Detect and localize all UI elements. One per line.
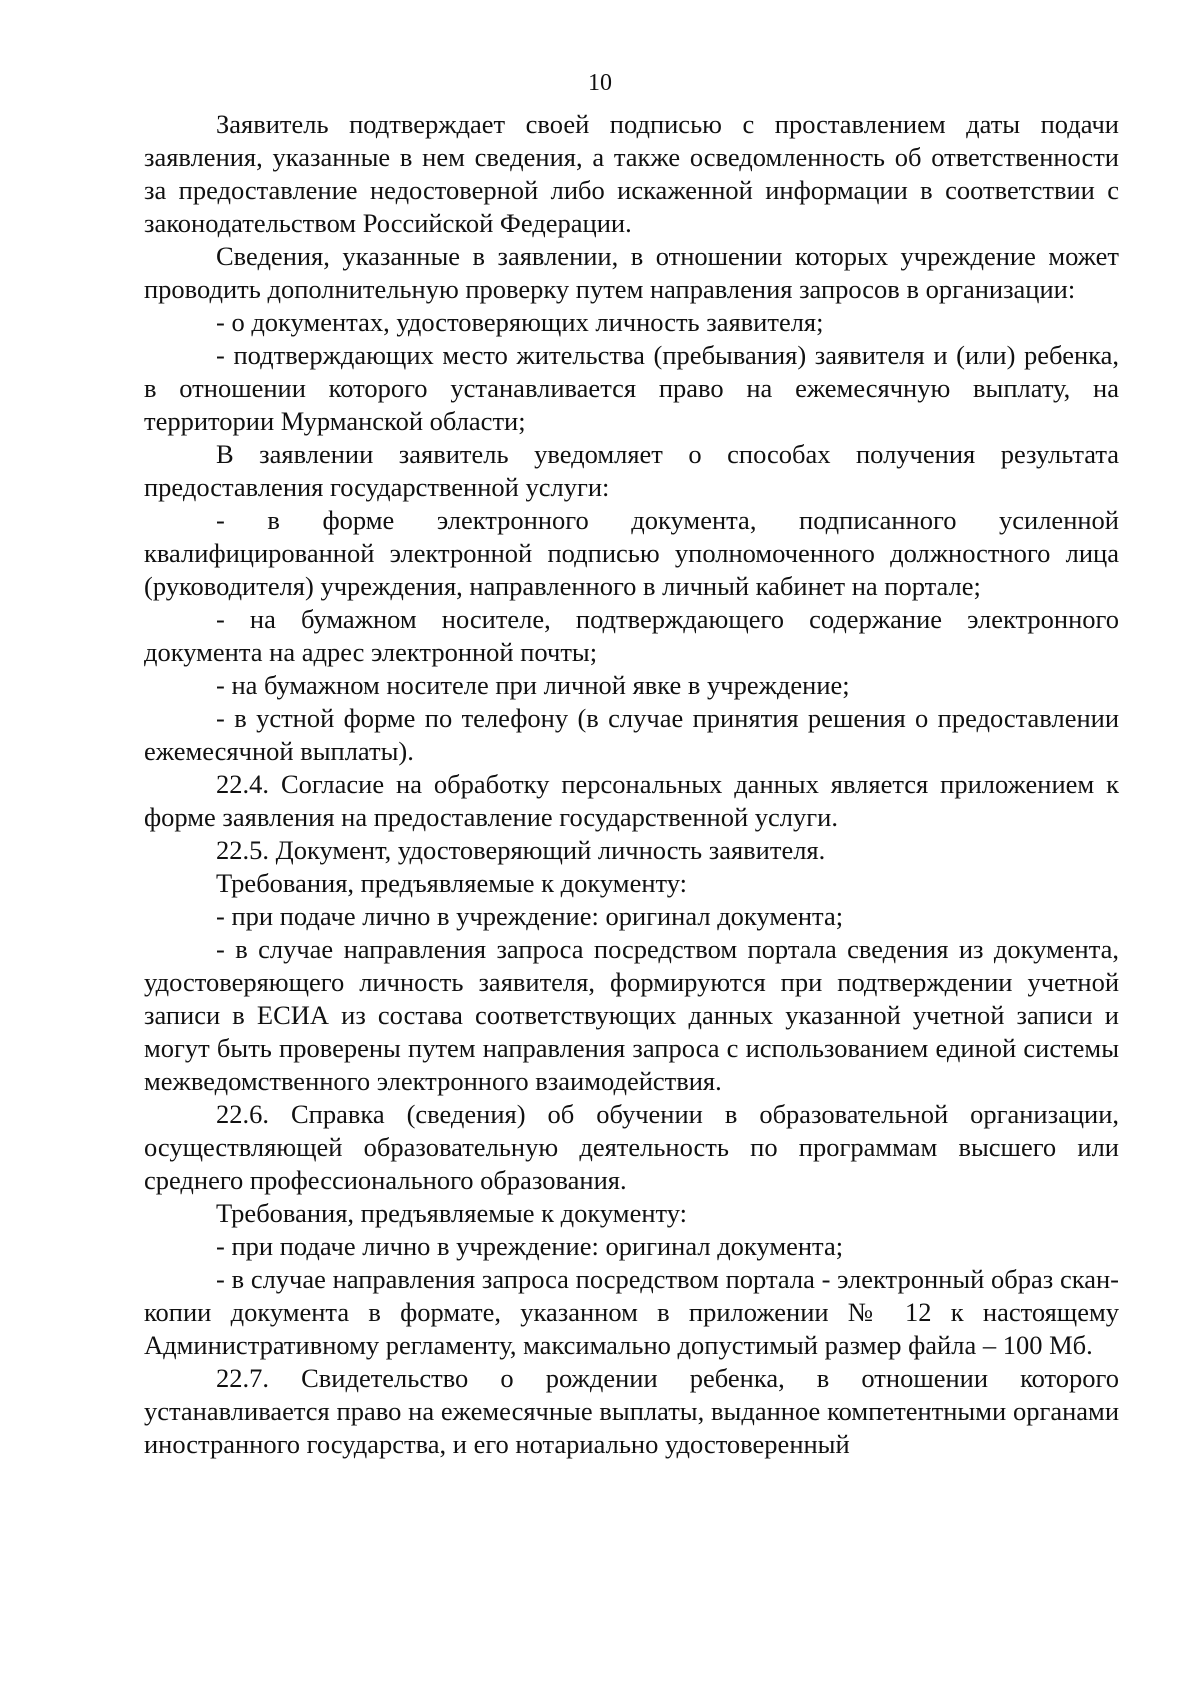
paragraph-applicant-confirmation: Заявитель подтверждает своей подписью с проставлением даты подачи заявления, указанные в нем сведения, а также осведомленность об ответственности за предоставление недостоверной либо искаженной информации в соответствии с законодательством Российской Федерации. bbox=[144, 109, 1119, 238]
list-item-portal-scan: - в случае направления запроса посредством портала - электронный образ скан-копии документа в формате, указанном в приложении № 12 к настоящему Административному регламенту, максимально допустимый размер файла – 100 Мб. bbox=[144, 1264, 1119, 1360]
page-number: 10 bbox=[588, 70, 612, 96]
section-22-5: 22.5. Документ, удостоверяющий личность заявителя. bbox=[216, 835, 826, 865]
section-22-7: 22.7. Свидетельство о рождении ребенка, в отношении которого устанавливается право на ежемесячные выплаты, выданное компетентными органами иностранного государства, и его нотариально удостоверенный bbox=[144, 1363, 1119, 1459]
list-item-portal-esia: - в случае направления запроса посредством портала сведения из документа, удостоверяющего личность заявителя, формируются при подтверждении учетной записи в ЕСИА из состава соответствующих данных указанной учетной записи и могут быть проверены путем направления запроса с использованием единой системы межведомственного электронного взаимодействия. bbox=[144, 934, 1119, 1096]
paragraph-verification-info: Сведения, указанные в заявлении, в отношении которых учреждение может проводить дополнительную проверку путем направления запросов в организации: bbox=[144, 241, 1119, 304]
list-item-phone: - в устной форме по телефону (в случае принятия решения о предоставлении ежемесячной выплаты). bbox=[144, 703, 1119, 766]
list-item-paper-email: - на бумажном носителе, подтверждающего содержание электронного документа на адрес электронной почты; bbox=[144, 604, 1119, 667]
list-item-original-22-5: - при подаче лично в учреждение: оригинал документа; bbox=[216, 901, 844, 931]
requirements-heading-22-6: Требования, предъявляемые к документу: bbox=[216, 1198, 688, 1228]
section-22-6: 22.6. Справка (сведения) об обучении в образовательной организации, осуществляющей образовательную деятельность по программам высшего или среднего профессионального образования. bbox=[144, 1099, 1119, 1195]
document-body bbox=[144, 108, 1119, 1461]
list-item-residence-confirmation: - подтверждающих место жительства (пребывания) заявителя и (или) ребенка, в отношении которого устанавливается право на ежемесячную выплату, на территории Мурманской области; bbox=[144, 340, 1119, 436]
paragraph-result-methods: В заявлении заявитель уведомляет о способах получения результата предоставления государственной услуги: bbox=[144, 439, 1119, 502]
requirements-heading-22-5: Требования, предъявляемые к документу: bbox=[216, 868, 688, 898]
section-22-4: 22.4. Согласие на обработку персональных данных является приложением к форме заявления на предоставление государственной услуги. bbox=[144, 769, 1119, 832]
list-item-original-22-6: - при подаче лично в учреждение: оригинал документа; bbox=[216, 1231, 844, 1261]
list-item-electronic-document: - в форме электронного документа, подписанного усиленной квалифицированной электронной подписью уполномоченного должностного лица (руководителя) учреждения, направленного в личный кабинет на портале; bbox=[144, 505, 1119, 601]
list-item-paper-in-person: - на бумажном носителе при личной явке в учреждение; bbox=[216, 670, 850, 700]
list-item-identity-documents: - о документах, удостоверяющих личность заявителя; bbox=[216, 307, 824, 337]
